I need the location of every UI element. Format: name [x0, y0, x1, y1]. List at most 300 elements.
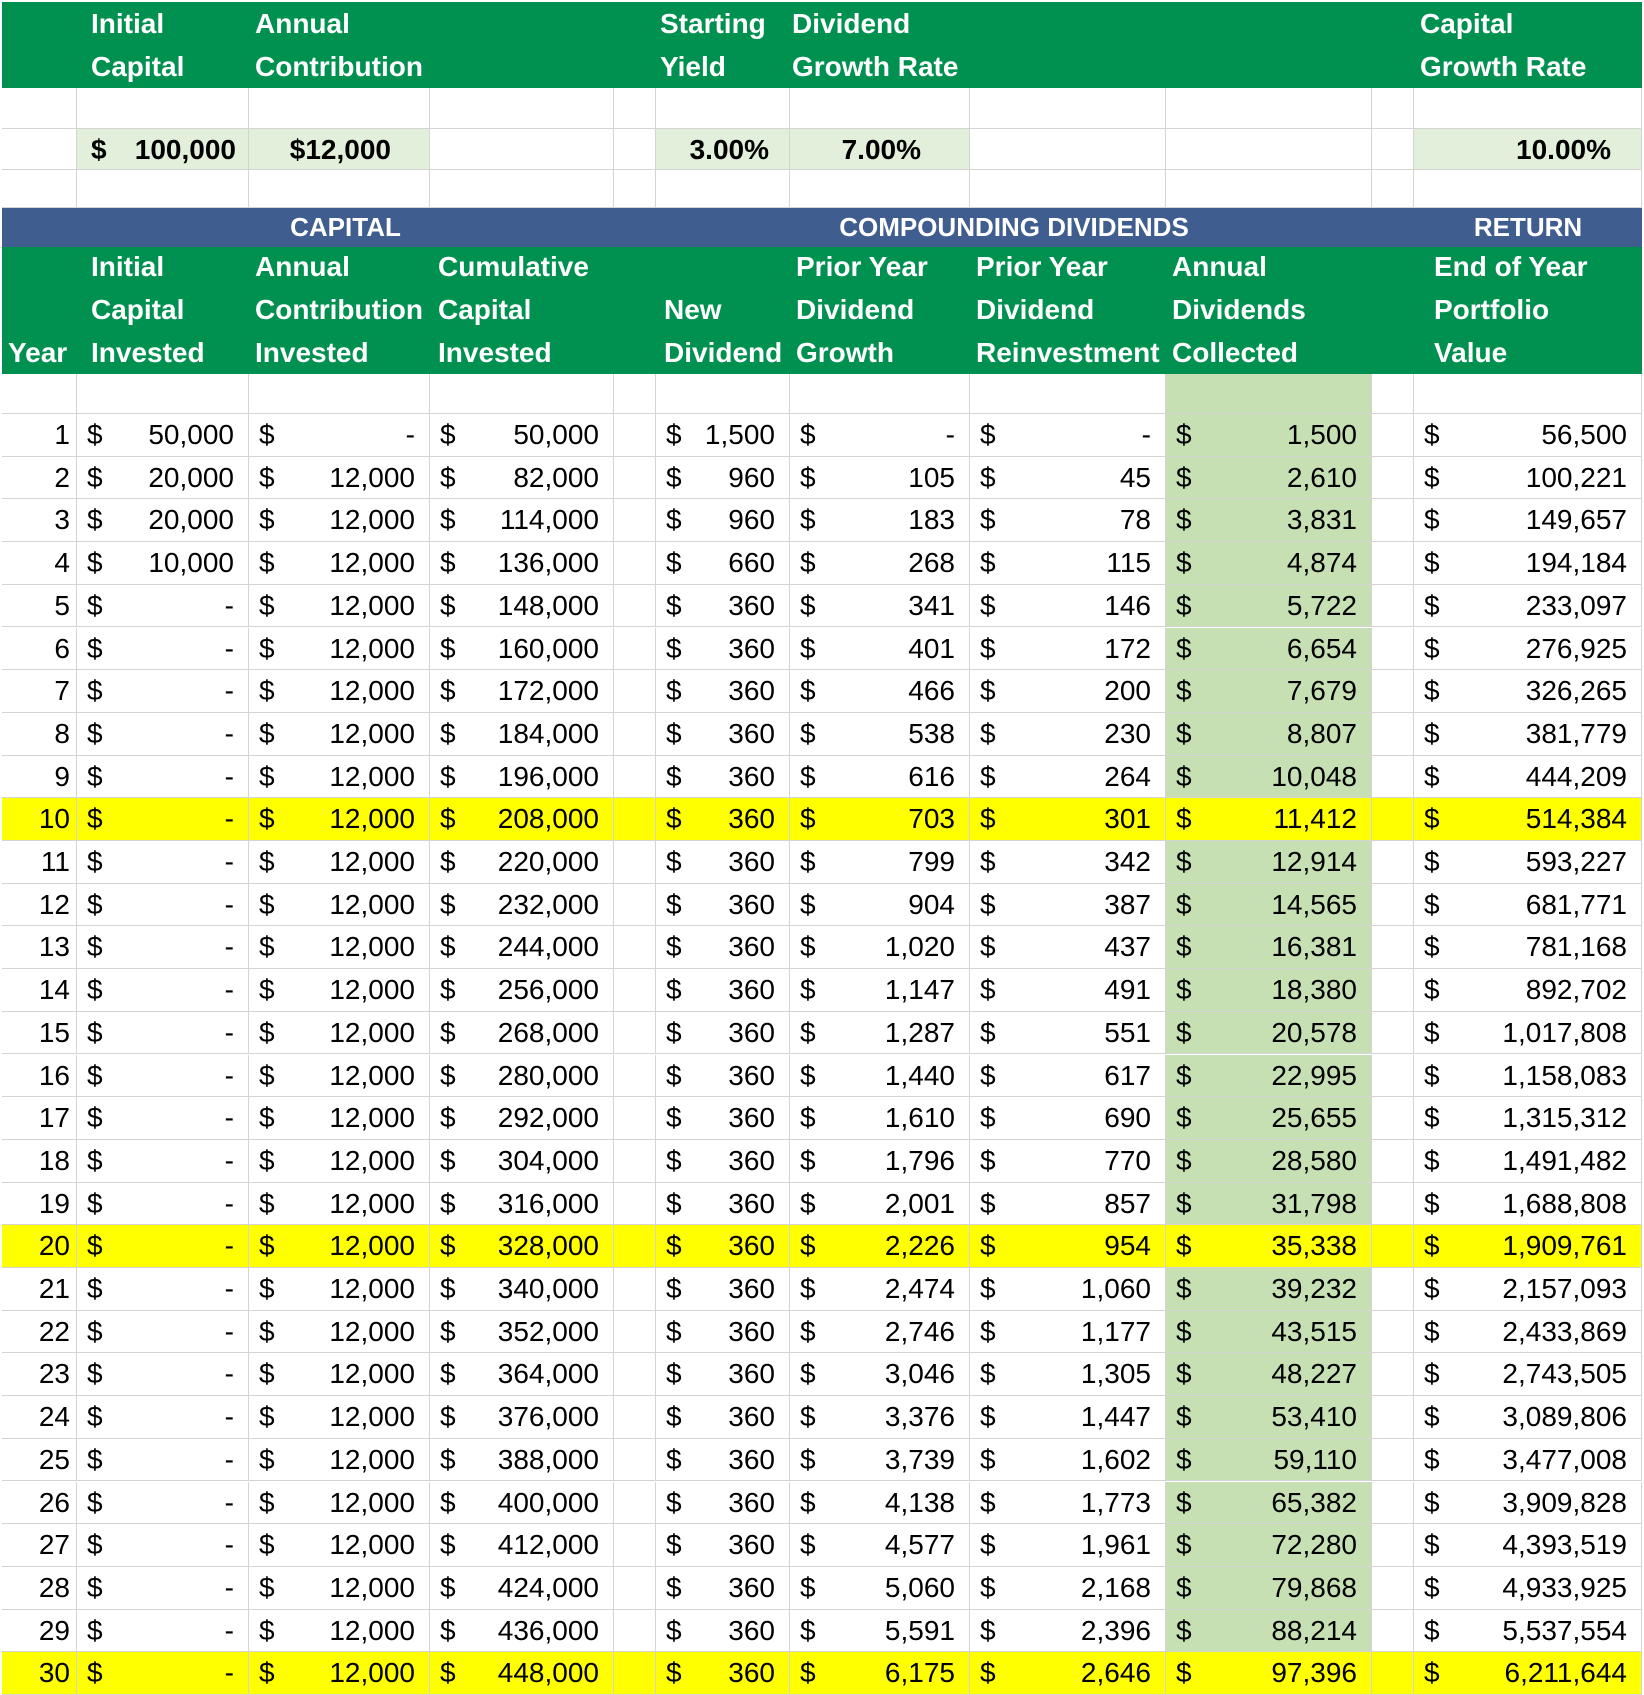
- spacer-cell[interactable]: [614, 1140, 656, 1183]
- empty-cell[interactable]: [970, 170, 1166, 208]
- cumulative-capital-invested-cell[interactable]: [430, 628, 614, 671]
- spacer-cell[interactable]: [614, 926, 656, 969]
- annual-contribution-invested-cell[interactable]: [249, 1055, 430, 1098]
- annual-dividends-collected-cell[interactable]: [1166, 1439, 1372, 1482]
- year-cell[interactable]: [2, 1353, 77, 1396]
- prior-year-dividend-reinvestment-cell[interactable]: [970, 499, 1166, 542]
- prior-year-dividend-reinvestment-cell[interactable]: [970, 926, 1166, 969]
- initial-capital-invested-cell[interactable]: [77, 1567, 249, 1610]
- annual-contribution-input[interactable]: [249, 129, 430, 170]
- initial-capital-invested-cell[interactable]: [77, 457, 249, 500]
- prior-year-dividend-growth-cell[interactable]: [790, 969, 970, 1012]
- empty-cell[interactable]: [656, 170, 790, 208]
- year-cell[interactable]: [2, 1439, 77, 1482]
- annual-dividends-collected-cell[interactable]: [1166, 1567, 1372, 1610]
- annual-contribution-invested-cell[interactable]: [249, 926, 430, 969]
- year-cell[interactable]: [2, 1610, 77, 1653]
- annual-contribution-invested-cell[interactable]: [249, 969, 430, 1012]
- annual-contribution-invested-cell[interactable]: [249, 841, 430, 884]
- annual-dividends-collected-cell[interactable]: [1166, 884, 1372, 927]
- spacer-cell[interactable]: [1372, 1652, 1414, 1695]
- input-cell[interactable]: [2, 129, 77, 170]
- cumulative-capital-invested-cell[interactable]: [430, 1097, 614, 1140]
- prior-year-dividend-reinvestment-cell[interactable]: [970, 798, 1166, 841]
- prior-year-dividend-reinvestment-cell[interactable]: [970, 1524, 1166, 1567]
- initial-capital-invested-cell[interactable]: [77, 926, 249, 969]
- new-dividend-cell[interactable]: [656, 585, 790, 628]
- year-cell[interactable]: [2, 713, 77, 756]
- annual-contribution-invested-cell[interactable]: [249, 884, 430, 927]
- spacer-cell[interactable]: [1372, 1567, 1414, 1610]
- prior-year-dividend-growth-cell[interactable]: [790, 1140, 970, 1183]
- annual-contribution-invested-cell[interactable]: [249, 713, 430, 756]
- empty-cell[interactable]: [1372, 170, 1414, 208]
- annual-dividends-collected-cell[interactable]: [1166, 1140, 1372, 1183]
- year-cell[interactable]: [2, 1567, 77, 1610]
- spacer-cell[interactable]: [1372, 1439, 1414, 1482]
- annual-dividends-collected-cell[interactable]: [1166, 1311, 1372, 1354]
- annual-dividends-collected-cell[interactable]: [1166, 1353, 1372, 1396]
- spacer-cell[interactable]: [1372, 1353, 1414, 1396]
- annual-dividends-collected-cell[interactable]: [1166, 414, 1372, 457]
- cumulative-capital-invested-cell[interactable]: [430, 1055, 614, 1098]
- prior-year-dividend-growth-cell[interactable]: [790, 1183, 970, 1226]
- prior-year-dividend-reinvestment-cell[interactable]: [970, 1225, 1166, 1268]
- annual-dividends-collected-cell[interactable]: [1166, 798, 1372, 841]
- annual-contribution-invested-cell[interactable]: [249, 1524, 430, 1567]
- input-cell[interactable]: [1166, 129, 1372, 170]
- cumulative-capital-invested-cell[interactable]: [430, 585, 614, 628]
- annual-contribution-invested-cell[interactable]: [249, 1652, 430, 1695]
- end-of-year-portfolio-value-cell[interactable]: [1414, 499, 1642, 542]
- prior-year-dividend-growth-cell[interactable]: [790, 1439, 970, 1482]
- prior-year-dividend-reinvestment-cell[interactable]: [970, 1268, 1166, 1311]
- year-cell[interactable]: [2, 1482, 77, 1525]
- year-cell[interactable]: [2, 1012, 77, 1055]
- spacer-cell[interactable]: [1372, 585, 1414, 628]
- empty-cell[interactable]: [1166, 88, 1372, 129]
- prior-year-dividend-reinvestment-cell[interactable]: [970, 1055, 1166, 1098]
- prior-year-dividend-growth-cell[interactable]: [790, 414, 970, 457]
- initial-capital-invested-cell[interactable]: [77, 1439, 249, 1482]
- annual-contribution-invested-cell[interactable]: [249, 1353, 430, 1396]
- empty-cell[interactable]: [430, 170, 614, 208]
- spacer-cell[interactable]: [1372, 414, 1414, 457]
- end-of-year-portfolio-value-cell[interactable]: [1414, 628, 1642, 671]
- cumulative-capital-invested-cell[interactable]: [430, 1183, 614, 1226]
- end-of-year-portfolio-value-cell[interactable]: [1414, 798, 1642, 841]
- spacer-cell[interactable]: [1372, 1524, 1414, 1567]
- year-cell[interactable]: [2, 1183, 77, 1226]
- initial-capital-invested-cell[interactable]: [77, 1268, 249, 1311]
- empty-cell[interactable]: [790, 170, 970, 208]
- spacer-cell[interactable]: [614, 1439, 656, 1482]
- year-cell[interactable]: [2, 1055, 77, 1098]
- end-of-year-portfolio-value-cell[interactable]: [1414, 1055, 1642, 1098]
- annual-dividends-collected-cell[interactable]: [1166, 1012, 1372, 1055]
- spacer-cell[interactable]: [614, 1567, 656, 1610]
- new-dividend-cell[interactable]: [656, 670, 790, 713]
- spacer-cell[interactable]: [614, 670, 656, 713]
- spacer-cell[interactable]: [614, 414, 656, 457]
- empty-cell[interactable]: [430, 88, 614, 129]
- prior-year-dividend-reinvestment-cell[interactable]: [970, 1652, 1166, 1695]
- new-dividend-cell[interactable]: [656, 1439, 790, 1482]
- spacer-cell[interactable]: [1372, 1225, 1414, 1268]
- year-cell[interactable]: [2, 969, 77, 1012]
- initial-capital-invested-cell[interactable]: [77, 542, 249, 585]
- new-dividend-cell[interactable]: [656, 756, 790, 799]
- end-of-year-portfolio-value-cell[interactable]: [1414, 969, 1642, 1012]
- prior-year-dividend-reinvestment-cell[interactable]: [970, 841, 1166, 884]
- prior-year-dividend-reinvestment-cell[interactable]: [970, 1482, 1166, 1525]
- annual-contribution-invested-cell[interactable]: [249, 1097, 430, 1140]
- end-of-year-portfolio-value-cell[interactable]: [1414, 457, 1642, 500]
- capital-growth-rate-input[interactable]: [1414, 129, 1642, 170]
- initial-capital-invested-cell[interactable]: [77, 1055, 249, 1098]
- annual-dividends-collected-cell[interactable]: [1166, 1610, 1372, 1653]
- end-of-year-portfolio-value-cell[interactable]: [1414, 884, 1642, 927]
- initial-capital-invested-cell[interactable]: [77, 841, 249, 884]
- spacer-cell[interactable]: [614, 713, 656, 756]
- end-of-year-portfolio-value-cell[interactable]: [1414, 1353, 1642, 1396]
- prior-year-dividend-reinvestment-cell[interactable]: [970, 1353, 1166, 1396]
- annual-contribution-invested-cell[interactable]: [249, 1396, 430, 1439]
- annual-contribution-invested-cell[interactable]: [249, 499, 430, 542]
- annual-contribution-invested-cell[interactable]: [249, 585, 430, 628]
- spacer-cell[interactable]: [614, 841, 656, 884]
- year-cell[interactable]: [2, 585, 77, 628]
- spacer-cell[interactable]: [1372, 1311, 1414, 1354]
- prior-year-dividend-reinvestment-cell[interactable]: [970, 1183, 1166, 1226]
- new-dividend-cell[interactable]: [656, 499, 790, 542]
- prior-year-dividend-reinvestment-cell[interactable]: [970, 1396, 1166, 1439]
- end-of-year-portfolio-value-cell[interactable]: [1414, 1524, 1642, 1567]
- spacer-cell[interactable]: [614, 542, 656, 585]
- annual-contribution-invested-cell[interactable]: [249, 670, 430, 713]
- annual-contribution-invested-cell[interactable]: [249, 1311, 430, 1354]
- annual-contribution-invested-cell[interactable]: [249, 798, 430, 841]
- empty-cell[interactable]: [970, 374, 1166, 414]
- prior-year-dividend-reinvestment-cell[interactable]: [970, 585, 1166, 628]
- end-of-year-portfolio-value-cell[interactable]: [1414, 713, 1642, 756]
- cumulative-capital-invested-cell[interactable]: [430, 1140, 614, 1183]
- prior-year-dividend-growth-cell[interactable]: [790, 542, 970, 585]
- empty-cell[interactable]: [614, 88, 656, 129]
- annual-dividends-collected-cell[interactable]: [1166, 969, 1372, 1012]
- new-dividend-cell[interactable]: [656, 1396, 790, 1439]
- spacer-cell[interactable]: [614, 884, 656, 927]
- cumulative-capital-invested-cell[interactable]: [430, 457, 614, 500]
- end-of-year-portfolio-value-cell[interactable]: [1414, 670, 1642, 713]
- annual-contribution-invested-cell[interactable]: [249, 1567, 430, 1610]
- annual-dividends-collected-cell[interactable]: [1166, 1097, 1372, 1140]
- new-dividend-cell[interactable]: [656, 542, 790, 585]
- annual-dividends-collected-cell[interactable]: [1166, 585, 1372, 628]
- prior-year-dividend-reinvestment-cell[interactable]: [970, 969, 1166, 1012]
- spacer-cell[interactable]: [614, 499, 656, 542]
- year-cell[interactable]: [2, 499, 77, 542]
- empty-cell[interactable]: [1166, 374, 1372, 414]
- spacer-cell[interactable]: [1372, 1396, 1414, 1439]
- spacer-cell[interactable]: [614, 1353, 656, 1396]
- prior-year-dividend-growth-cell[interactable]: [790, 1396, 970, 1439]
- empty-cell[interactable]: [970, 88, 1166, 129]
- new-dividend-cell[interactable]: [656, 969, 790, 1012]
- initial-capital-invested-cell[interactable]: [77, 1652, 249, 1695]
- new-dividend-cell[interactable]: [656, 1652, 790, 1695]
- input-cell[interactable]: [430, 129, 614, 170]
- annual-contribution-invested-cell[interactable]: [249, 1610, 430, 1653]
- empty-cell[interactable]: [614, 170, 656, 208]
- cumulative-capital-invested-cell[interactable]: [430, 756, 614, 799]
- prior-year-dividend-reinvestment-cell[interactable]: [970, 1567, 1166, 1610]
- empty-cell[interactable]: [656, 88, 790, 129]
- spacer-cell[interactable]: [1372, 1482, 1414, 1525]
- spacer-cell[interactable]: [614, 1012, 656, 1055]
- empty-cell[interactable]: [249, 374, 430, 414]
- end-of-year-portfolio-value-cell[interactable]: [1414, 1610, 1642, 1653]
- initial-capital-invested-cell[interactable]: [77, 1396, 249, 1439]
- initial-capital-invested-cell[interactable]: [77, 1311, 249, 1354]
- prior-year-dividend-growth-cell[interactable]: [790, 1524, 970, 1567]
- initial-capital-invested-cell[interactable]: [77, 1225, 249, 1268]
- prior-year-dividend-growth-cell[interactable]: [790, 841, 970, 884]
- cumulative-capital-invested-cell[interactable]: [430, 1652, 614, 1695]
- initial-capital-invested-cell[interactable]: [77, 1097, 249, 1140]
- annual-dividends-collected-cell[interactable]: [1166, 1482, 1372, 1525]
- annual-contribution-invested-cell[interactable]: [249, 1439, 430, 1482]
- year-cell[interactable]: [2, 841, 77, 884]
- empty-cell[interactable]: [430, 374, 614, 414]
- empty-cell[interactable]: [790, 88, 970, 129]
- annual-contribution-invested-cell[interactable]: [249, 414, 430, 457]
- end-of-year-portfolio-value-cell[interactable]: [1414, 1482, 1642, 1525]
- spacer-cell[interactable]: [1372, 499, 1414, 542]
- input-cell[interactable]: [970, 129, 1166, 170]
- spacer-cell[interactable]: [1372, 1140, 1414, 1183]
- initial-capital-invested-cell[interactable]: [77, 1610, 249, 1653]
- spacer-cell[interactable]: [1372, 1183, 1414, 1226]
- initial-capital-invested-cell[interactable]: [77, 756, 249, 799]
- spacer-cell[interactable]: [1372, 969, 1414, 1012]
- annual-contribution-invested-cell[interactable]: [249, 756, 430, 799]
- initial-capital-invested-cell[interactable]: [77, 585, 249, 628]
- year-cell[interactable]: [2, 1524, 77, 1567]
- new-dividend-cell[interactable]: [656, 1183, 790, 1226]
- new-dividend-cell[interactable]: [656, 1140, 790, 1183]
- new-dividend-cell[interactable]: [656, 1311, 790, 1354]
- year-cell[interactable]: [2, 457, 77, 500]
- end-of-year-portfolio-value-cell[interactable]: [1414, 841, 1642, 884]
- cumulative-capital-invested-cell[interactable]: [430, 926, 614, 969]
- initial-capital-invested-cell[interactable]: [77, 884, 249, 927]
- new-dividend-cell[interactable]: [656, 628, 790, 671]
- spacer-cell[interactable]: [1372, 1097, 1414, 1140]
- end-of-year-portfolio-value-cell[interactable]: [1414, 1439, 1642, 1482]
- prior-year-dividend-growth-cell[interactable]: [790, 1652, 970, 1695]
- spacer-cell[interactable]: [614, 798, 656, 841]
- new-dividend-cell[interactable]: [656, 1097, 790, 1140]
- end-of-year-portfolio-value-cell[interactable]: [1414, 542, 1642, 585]
- annual-dividends-collected-cell[interactable]: [1166, 841, 1372, 884]
- empty-cell[interactable]: [77, 88, 249, 129]
- prior-year-dividend-reinvestment-cell[interactable]: [970, 884, 1166, 927]
- end-of-year-portfolio-value-cell[interactable]: [1414, 1311, 1642, 1354]
- spacer-cell[interactable]: [614, 1311, 656, 1354]
- spacer-cell[interactable]: [614, 1055, 656, 1098]
- prior-year-dividend-reinvestment-cell[interactable]: [970, 542, 1166, 585]
- empty-cell[interactable]: [1166, 170, 1372, 208]
- prior-year-dividend-growth-cell[interactable]: [790, 499, 970, 542]
- prior-year-dividend-growth-cell[interactable]: [790, 1311, 970, 1354]
- year-cell[interactable]: [2, 1225, 77, 1268]
- spacer-cell[interactable]: [1372, 542, 1414, 585]
- spacer-cell[interactable]: [1372, 1268, 1414, 1311]
- cumulative-capital-invested-cell[interactable]: [430, 1482, 614, 1525]
- prior-year-dividend-reinvestment-cell[interactable]: [970, 670, 1166, 713]
- prior-year-dividend-growth-cell[interactable]: [790, 1567, 970, 1610]
- new-dividend-cell[interactable]: [656, 1225, 790, 1268]
- end-of-year-portfolio-value-cell[interactable]: [1414, 1183, 1642, 1226]
- prior-year-dividend-growth-cell[interactable]: [790, 1012, 970, 1055]
- cumulative-capital-invested-cell[interactable]: [430, 670, 614, 713]
- year-cell[interactable]: [2, 884, 77, 927]
- prior-year-dividend-reinvestment-cell[interactable]: [970, 756, 1166, 799]
- prior-year-dividend-reinvestment-cell[interactable]: [970, 414, 1166, 457]
- year-cell[interactable]: [2, 670, 77, 713]
- empty-cell[interactable]: [2, 88, 77, 129]
- spacer-cell[interactable]: [614, 1097, 656, 1140]
- cumulative-capital-invested-cell[interactable]: [430, 1012, 614, 1055]
- spacer-cell[interactable]: [614, 628, 656, 671]
- spacer-cell[interactable]: [614, 585, 656, 628]
- new-dividend-cell[interactable]: [656, 798, 790, 841]
- initial-capital-invested-cell[interactable]: [77, 1482, 249, 1525]
- dividend-growth-rate-input[interactable]: [790, 129, 970, 170]
- prior-year-dividend-reinvestment-cell[interactable]: [970, 1012, 1166, 1055]
- empty-cell[interactable]: [1372, 374, 1414, 414]
- annual-dividends-collected-cell[interactable]: [1166, 1524, 1372, 1567]
- prior-year-dividend-growth-cell[interactable]: [790, 756, 970, 799]
- initial-capital-invested-cell[interactable]: [77, 1183, 249, 1226]
- annual-dividends-collected-cell[interactable]: [1166, 1268, 1372, 1311]
- initial-capital-invested-cell[interactable]: [77, 969, 249, 1012]
- end-of-year-portfolio-value-cell[interactable]: [1414, 1012, 1642, 1055]
- initial-capital-invested-cell[interactable]: [77, 713, 249, 756]
- new-dividend-cell[interactable]: [656, 884, 790, 927]
- prior-year-dividend-growth-cell[interactable]: [790, 884, 970, 927]
- prior-year-dividend-growth-cell[interactable]: [790, 1055, 970, 1098]
- cumulative-capital-invested-cell[interactable]: [430, 542, 614, 585]
- annual-contribution-invested-cell[interactable]: [249, 1183, 430, 1226]
- empty-cell[interactable]: [656, 374, 790, 414]
- new-dividend-cell[interactable]: [656, 926, 790, 969]
- cumulative-capital-invested-cell[interactable]: [430, 1524, 614, 1567]
- initial-capital-invested-cell[interactable]: [77, 499, 249, 542]
- annual-dividends-collected-cell[interactable]: [1166, 670, 1372, 713]
- prior-year-dividend-reinvestment-cell[interactable]: [970, 1610, 1166, 1653]
- prior-year-dividend-growth-cell[interactable]: [790, 1225, 970, 1268]
- year-cell[interactable]: [2, 926, 77, 969]
- end-of-year-portfolio-value-cell[interactable]: [1414, 1097, 1642, 1140]
- cumulative-capital-invested-cell[interactable]: [430, 1225, 614, 1268]
- initial-capital-invested-cell[interactable]: [77, 1353, 249, 1396]
- cumulative-capital-invested-cell[interactable]: [430, 713, 614, 756]
- annual-dividends-collected-cell[interactable]: [1166, 1225, 1372, 1268]
- prior-year-dividend-reinvestment-cell[interactable]: [970, 628, 1166, 671]
- new-dividend-cell[interactable]: [656, 1353, 790, 1396]
- end-of-year-portfolio-value-cell[interactable]: [1414, 1567, 1642, 1610]
- spacer-cell[interactable]: [614, 756, 656, 799]
- annual-contribution-invested-cell[interactable]: [249, 457, 430, 500]
- end-of-year-portfolio-value-cell[interactable]: [1414, 1225, 1642, 1268]
- end-of-year-portfolio-value-cell[interactable]: [1414, 926, 1642, 969]
- end-of-year-portfolio-value-cell[interactable]: [1414, 1140, 1642, 1183]
- empty-cell[interactable]: [2, 374, 77, 414]
- cumulative-capital-invested-cell[interactable]: [430, 499, 614, 542]
- spacer-cell[interactable]: [614, 1268, 656, 1311]
- empty-cell[interactable]: [77, 170, 249, 208]
- empty-cell[interactable]: [614, 374, 656, 414]
- new-dividend-cell[interactable]: [656, 1524, 790, 1567]
- empty-cell[interactable]: [77, 374, 249, 414]
- new-dividend-cell[interactable]: [656, 1482, 790, 1525]
- input-cell[interactable]: [614, 129, 656, 170]
- annual-dividends-collected-cell[interactable]: [1166, 756, 1372, 799]
- cumulative-capital-invested-cell[interactable]: [430, 969, 614, 1012]
- initial-capital-input[interactable]: [77, 129, 249, 170]
- year-cell[interactable]: [2, 1268, 77, 1311]
- spacer-cell[interactable]: [1372, 841, 1414, 884]
- new-dividend-cell[interactable]: [656, 713, 790, 756]
- end-of-year-portfolio-value-cell[interactable]: [1414, 414, 1642, 457]
- spacer-cell[interactable]: [614, 1396, 656, 1439]
- prior-year-dividend-growth-cell[interactable]: [790, 1353, 970, 1396]
- year-cell[interactable]: [2, 628, 77, 671]
- spacer-cell[interactable]: [614, 1610, 656, 1653]
- year-cell[interactable]: [2, 1097, 77, 1140]
- initial-capital-invested-cell[interactable]: [77, 628, 249, 671]
- spacer-cell[interactable]: [614, 1183, 656, 1226]
- year-cell[interactable]: [2, 414, 77, 457]
- annual-dividends-collected-cell[interactable]: [1166, 628, 1372, 671]
- annual-contribution-invested-cell[interactable]: [249, 1140, 430, 1183]
- spacer-cell[interactable]: [614, 1482, 656, 1525]
- spacer-cell[interactable]: [1372, 670, 1414, 713]
- annual-dividends-collected-cell[interactable]: [1166, 499, 1372, 542]
- spacer-cell[interactable]: [1372, 756, 1414, 799]
- prior-year-dividend-growth-cell[interactable]: [790, 798, 970, 841]
- spacer-cell[interactable]: [614, 1652, 656, 1695]
- cumulative-capital-invested-cell[interactable]: [430, 841, 614, 884]
- empty-cell[interactable]: [1414, 374, 1642, 414]
- spacer-cell[interactable]: [1372, 457, 1414, 500]
- spacer-cell[interactable]: [1372, 1610, 1414, 1653]
- cumulative-capital-invested-cell[interactable]: [430, 1439, 614, 1482]
- end-of-year-portfolio-value-cell[interactable]: [1414, 756, 1642, 799]
- empty-cell[interactable]: [249, 88, 430, 129]
- cumulative-capital-invested-cell[interactable]: [430, 1353, 614, 1396]
- annual-contribution-invested-cell[interactable]: [249, 542, 430, 585]
- annual-dividends-collected-cell[interactable]: [1166, 542, 1372, 585]
- prior-year-dividend-growth-cell[interactable]: [790, 926, 970, 969]
- starting-yield-input[interactable]: [656, 129, 790, 170]
- end-of-year-portfolio-value-cell[interactable]: [1414, 1396, 1642, 1439]
- cumulative-capital-invested-cell[interactable]: [430, 1268, 614, 1311]
- annual-dividends-collected-cell[interactable]: [1166, 1055, 1372, 1098]
- empty-cell[interactable]: [1414, 88, 1642, 129]
